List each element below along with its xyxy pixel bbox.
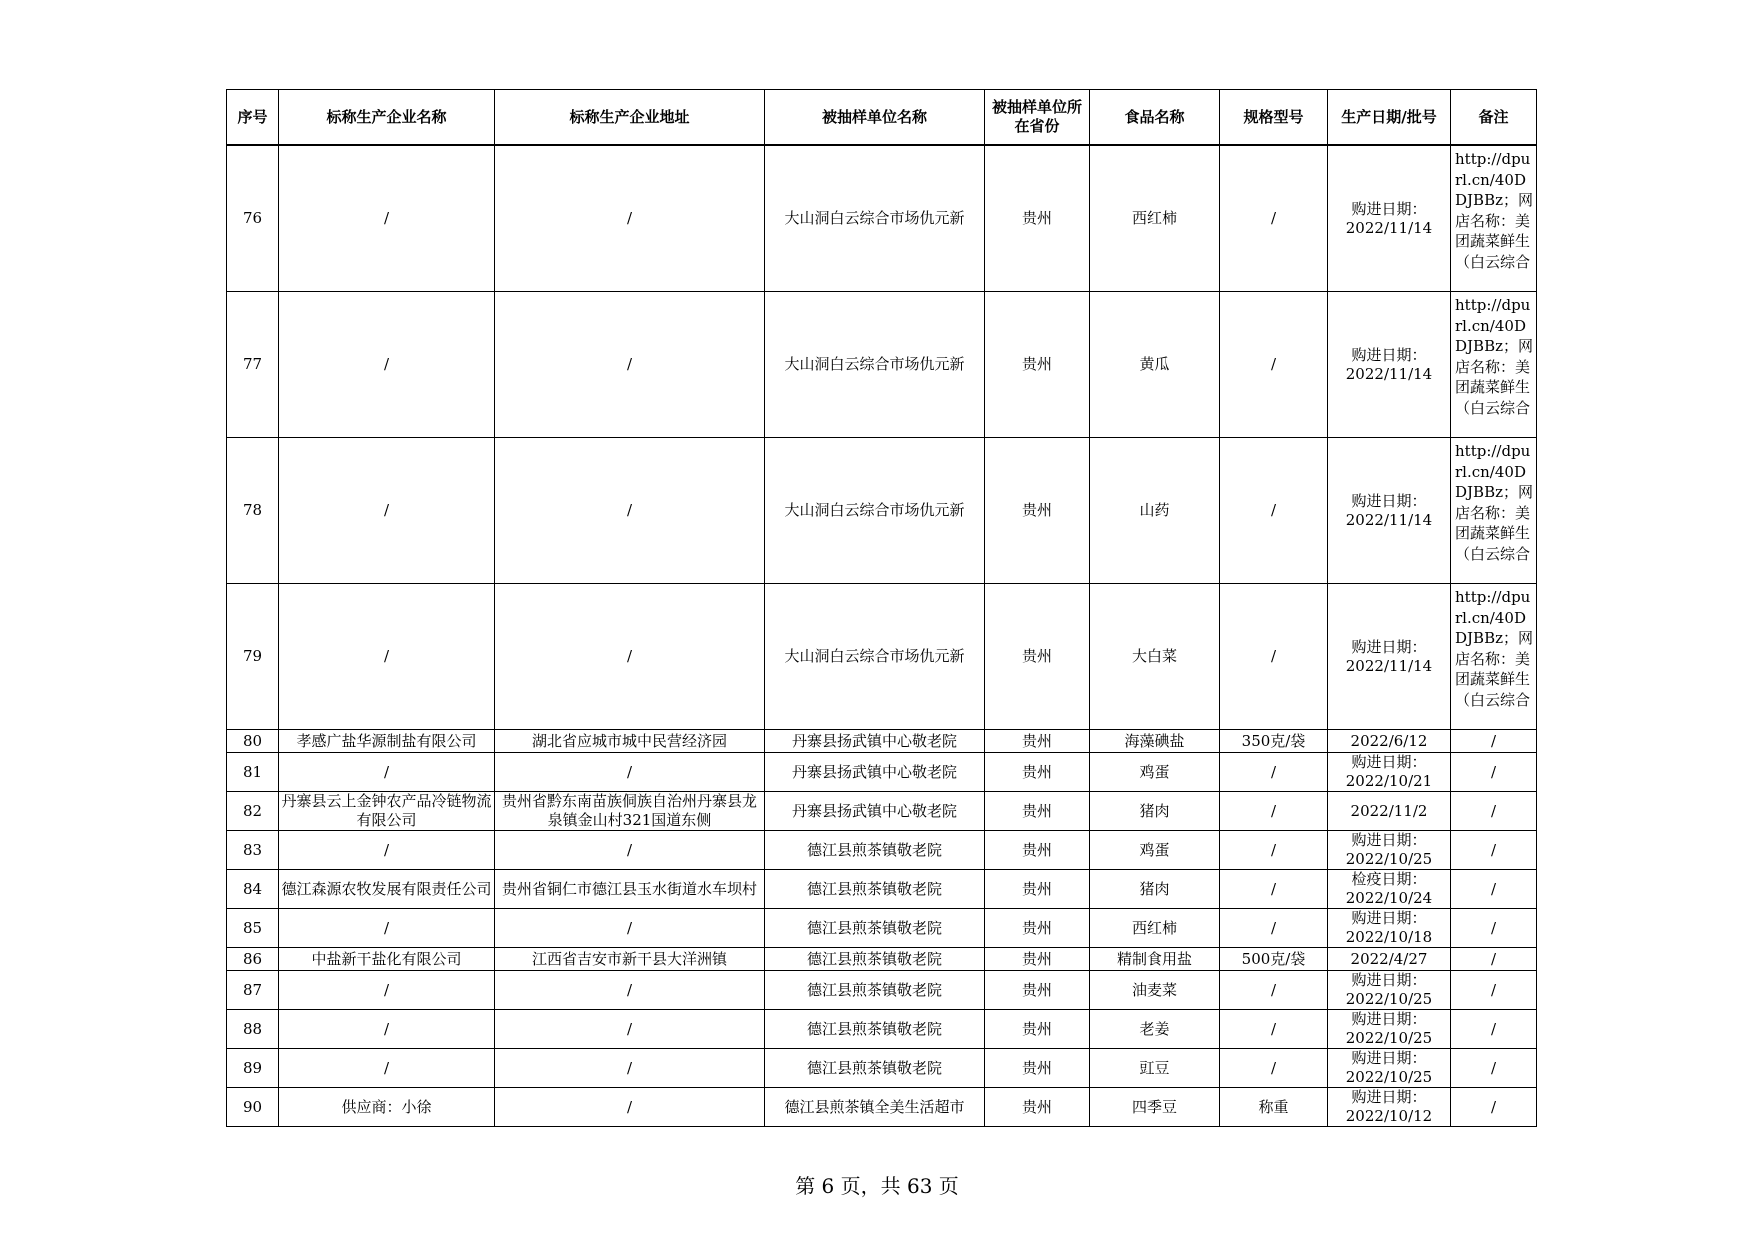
- row-address: [495, 909, 765, 948]
- row-food-text: 猪肉: [1139, 801, 1170, 820]
- row-company: [279, 730, 495, 753]
- row-food-text: 西红柿: [1131, 918, 1177, 937]
- row-province-text: 贵州: [1021, 840, 1052, 859]
- row-date-text: 购进日期：2022/10/25: [1345, 831, 1433, 868]
- row-spec: [1220, 1049, 1328, 1088]
- table-row: [227, 971, 1537, 1010]
- row-sampled-unit: [765, 438, 985, 584]
- row-date: [1328, 971, 1451, 1010]
- row-note: [1451, 1049, 1537, 1088]
- row-food: [1090, 870, 1220, 909]
- header-spec: 规格型号: [1220, 90, 1328, 146]
- row-sampled-unit-text: 德江县煎茶镇敬老院: [806, 980, 942, 999]
- table-row: [227, 1088, 1537, 1127]
- row-date: [1328, 292, 1451, 438]
- row-sampled-unit-text: 德江县煎茶镇敬老院: [806, 1019, 942, 1038]
- row-company-text: /: [383, 209, 390, 227]
- row-company: [279, 584, 495, 730]
- row-note: [1451, 971, 1537, 1010]
- row-serial-text: 83: [242, 840, 263, 859]
- row-note: [1451, 1088, 1537, 1127]
- row-date: [1328, 948, 1451, 971]
- row-spec: [1220, 792, 1328, 831]
- row-spec-text: 称重: [1258, 1097, 1289, 1116]
- row-province: [985, 438, 1090, 584]
- header-address: 标称生产企业地址: [495, 90, 765, 146]
- row-spec-text: /: [1270, 1058, 1277, 1077]
- row-address-text: 江西省吉安市新干县大洋洲镇: [531, 949, 727, 968]
- row-spec-text: /: [1270, 501, 1277, 519]
- row-province-text: 贵州: [1021, 501, 1052, 519]
- row-spec-text: /: [1270, 801, 1277, 820]
- row-sampled-unit: [765, 971, 985, 1010]
- row-date-text: 2022/6/12: [1350, 731, 1428, 750]
- row-date-text: 购进日期：2022/11/14: [1345, 637, 1433, 675]
- row-note: [1451, 584, 1537, 730]
- row-food-text: 精制食用盐: [1116, 949, 1192, 968]
- row-spec: [1220, 831, 1328, 870]
- row-note-text: http://dpurl.cn/40DDJBBz；网店名称：美团蔬菜鲜生（白云综合: [1455, 150, 1533, 271]
- row-note-text: http://dpurl.cn/40DDJBBz；网店名称：美团蔬菜鲜生（白云综合: [1455, 296, 1533, 417]
- row-note: [1451, 870, 1537, 909]
- row-address: [495, 831, 765, 870]
- row-date-text: 检疫日期：2022/10/24: [1345, 870, 1433, 907]
- row-sampled-unit-text: 德江县煎茶镇敬老院: [806, 1058, 942, 1077]
- row-serial: [227, 831, 279, 870]
- row-note-text: /: [1490, 980, 1497, 999]
- row-date: [1328, 1010, 1451, 1049]
- row-note-text: /: [1490, 840, 1497, 859]
- row-note-text: /: [1490, 762, 1497, 781]
- row-company: [279, 792, 495, 831]
- table-row: [227, 870, 1537, 909]
- row-sampled-unit: [765, 1010, 985, 1049]
- row-address-text: /: [626, 501, 633, 519]
- row-sampled-unit-text: 大山洞白云综合市场仇元新: [784, 501, 965, 519]
- row-province: [985, 730, 1090, 753]
- row-company: [279, 1049, 495, 1088]
- row-company: [279, 831, 495, 870]
- row-food: [1090, 730, 1220, 753]
- row-address: [495, 971, 765, 1010]
- row-date: [1328, 730, 1451, 753]
- row-company-text: 丹寨县云上金钟农产品冷链物流有限公司: [281, 792, 492, 829]
- row-date-text: 2022/11/2: [1350, 801, 1428, 820]
- row-spec: [1220, 870, 1328, 909]
- row-address-text: /: [626, 918, 633, 937]
- row-food: [1090, 145, 1220, 292]
- row-food-text: 豇豆: [1139, 1058, 1170, 1077]
- row-province: [985, 1010, 1090, 1049]
- table-row: [227, 909, 1537, 948]
- row-note-text: /: [1490, 731, 1497, 750]
- row-address: [495, 730, 765, 753]
- row-note-text: /: [1490, 1019, 1497, 1038]
- row-address-text: /: [626, 840, 633, 859]
- table-row: [227, 1010, 1537, 1049]
- row-province: [985, 831, 1090, 870]
- row-address: [495, 948, 765, 971]
- row-spec-text: /: [1270, 980, 1277, 999]
- row-company: [279, 870, 495, 909]
- table-row: [227, 1049, 1537, 1088]
- row-company: [279, 438, 495, 584]
- row-company-text: 孝感广盐华源制盐有限公司: [296, 731, 477, 750]
- row-date: [1328, 1088, 1451, 1127]
- row-spec-text: 350克/袋: [1241, 731, 1306, 750]
- row-address-text: /: [626, 1097, 633, 1116]
- row-serial-text: 80: [242, 731, 263, 750]
- table-row: [227, 584, 1537, 730]
- row-company: [279, 1010, 495, 1049]
- row-food-text: 老姜: [1139, 1019, 1170, 1038]
- row-serial-text: 78: [242, 501, 263, 519]
- row-serial: [227, 1010, 279, 1049]
- row-food-text: 海藻碘盐: [1124, 731, 1185, 750]
- row-food-text: 黄瓜: [1139, 355, 1170, 373]
- row-company-text: /: [383, 1019, 390, 1038]
- row-province-text: 贵州: [1021, 980, 1052, 999]
- row-company-text: /: [383, 980, 390, 999]
- table-row: [227, 292, 1537, 438]
- row-sampled-unit: [765, 584, 985, 730]
- row-date: [1328, 909, 1451, 948]
- table-row: [227, 948, 1537, 971]
- row-spec: [1220, 145, 1328, 292]
- row-sampled-unit-text: 德江县煎茶镇敬老院: [806, 879, 942, 898]
- row-province: [985, 1049, 1090, 1088]
- row-serial: [227, 584, 279, 730]
- row-serial: [227, 948, 279, 971]
- row-date-text: 购进日期：2022/11/14: [1345, 345, 1433, 383]
- row-province-text: 贵州: [1021, 879, 1052, 898]
- row-date: [1328, 145, 1451, 292]
- row-note: [1451, 730, 1537, 753]
- row-food: [1090, 292, 1220, 438]
- row-address: [495, 792, 765, 831]
- row-province: [985, 870, 1090, 909]
- row-food-text: 鸡蛋: [1139, 840, 1170, 859]
- row-address-text: /: [626, 762, 633, 781]
- row-address: [495, 292, 765, 438]
- row-spec: [1220, 909, 1328, 948]
- row-address-text: 贵州省黔东南苗族侗族自治州丹寨县龙泉镇金山村321国道东侧: [501, 792, 757, 829]
- row-spec: [1220, 948, 1328, 971]
- row-note: [1451, 292, 1537, 438]
- row-serial: [227, 971, 279, 1010]
- row-serial: [227, 730, 279, 753]
- row-sampled-unit: [765, 145, 985, 292]
- table-row: [227, 145, 1537, 292]
- row-province: [985, 792, 1090, 831]
- header-sampled-unit: 被抽样单位名称: [765, 90, 985, 146]
- row-note: [1451, 909, 1537, 948]
- row-date-text: 购进日期：2022/10/18: [1345, 909, 1433, 946]
- row-spec-text: 500克/袋: [1241, 949, 1306, 968]
- row-serial: [227, 145, 279, 292]
- row-food: [1090, 948, 1220, 971]
- row-company-text: 中盐新干盐化有限公司: [311, 949, 462, 968]
- table-row: [227, 753, 1537, 792]
- header-note: 备注: [1451, 90, 1537, 146]
- row-note-text: http://dpurl.cn/40DDJBBz；网店名称：美团蔬菜鲜生（白云综合: [1455, 588, 1533, 709]
- row-company-text: /: [383, 918, 390, 937]
- row-sampled-unit: [765, 1088, 985, 1127]
- row-address-text: /: [626, 355, 633, 373]
- header-food: 食品名称: [1090, 90, 1220, 146]
- row-company: [279, 292, 495, 438]
- row-serial: [227, 792, 279, 831]
- row-note: [1451, 753, 1537, 792]
- row-company-text: /: [383, 355, 390, 373]
- row-sampled-unit-text: 大山洞白云综合市场仇元新: [784, 209, 965, 227]
- row-food-text: 鸡蛋: [1139, 762, 1170, 781]
- row-food: [1090, 909, 1220, 948]
- row-address: [495, 1010, 765, 1049]
- row-province: [985, 1088, 1090, 1127]
- row-serial-text: 84: [242, 879, 263, 898]
- row-sampled-unit-text: 丹寨县扬武镇中心敬老院: [791, 731, 957, 750]
- page-footer: 第 6 页，共 63 页: [795, 1174, 959, 1198]
- header-company: 标称生产企业名称: [279, 90, 495, 146]
- row-serial-text: 79: [242, 647, 263, 665]
- row-address-text: /: [626, 1019, 633, 1038]
- row-sampled-unit: [765, 730, 985, 753]
- row-spec-text: /: [1270, 840, 1277, 859]
- row-address: [495, 145, 765, 292]
- row-date: [1328, 831, 1451, 870]
- row-note-text: /: [1490, 1097, 1497, 1116]
- row-date: [1328, 792, 1451, 831]
- row-note: [1451, 1010, 1537, 1049]
- row-serial: [227, 870, 279, 909]
- header-row: [227, 90, 1537, 146]
- row-spec-text: /: [1270, 762, 1277, 781]
- row-spec: [1220, 584, 1328, 730]
- row-serial-text: 86: [242, 949, 263, 968]
- row-company: [279, 909, 495, 948]
- row-serial: [227, 1049, 279, 1088]
- table-row: [227, 792, 1537, 831]
- row-food: [1090, 1088, 1220, 1127]
- row-food: [1090, 584, 1220, 730]
- row-spec: [1220, 1088, 1328, 1127]
- row-sampled-unit-text: 大山洞白云综合市场仇元新: [784, 647, 965, 665]
- row-spec: [1220, 730, 1328, 753]
- row-spec: [1220, 753, 1328, 792]
- row-address: [495, 1088, 765, 1127]
- row-serial-text: 90: [242, 1097, 263, 1116]
- row-spec-text: /: [1270, 209, 1277, 227]
- table-row: [227, 730, 1537, 753]
- row-province-text: 贵州: [1021, 647, 1052, 665]
- row-company-text: /: [383, 501, 390, 519]
- row-food-text: 油麦菜: [1131, 980, 1177, 999]
- row-note-text: /: [1490, 879, 1497, 898]
- row-food-text: 大白菜: [1131, 647, 1177, 665]
- row-date: [1328, 753, 1451, 792]
- row-date-text: 购进日期：2022/11/14: [1345, 199, 1433, 237]
- row-food: [1090, 831, 1220, 870]
- row-food: [1090, 438, 1220, 584]
- row-province-text: 贵州: [1021, 1019, 1052, 1038]
- row-spec-text: /: [1270, 879, 1277, 898]
- row-province-text: 贵州: [1021, 918, 1052, 937]
- row-serial-text: 82: [242, 801, 263, 820]
- row-food: [1090, 753, 1220, 792]
- row-sampled-unit-text: 德江县煎茶镇全美生活超市: [784, 1097, 965, 1116]
- row-province-text: 贵州: [1021, 209, 1052, 227]
- row-sampled-unit-text: 德江县煎茶镇敬老院: [806, 949, 942, 968]
- row-note-text: /: [1490, 1058, 1497, 1077]
- row-serial-text: 89: [242, 1058, 263, 1077]
- row-serial: [227, 438, 279, 584]
- row-note: [1451, 792, 1537, 831]
- row-sampled-unit: [765, 753, 985, 792]
- row-company-text: 德江森源农牧发展有限责任公司: [281, 879, 492, 898]
- row-serial: [227, 753, 279, 792]
- row-company-text: /: [383, 1058, 390, 1077]
- row-food: [1090, 1010, 1220, 1049]
- row-food: [1090, 971, 1220, 1010]
- row-date: [1328, 584, 1451, 730]
- row-spec: [1220, 971, 1328, 1010]
- row-province-text: 贵州: [1021, 801, 1052, 820]
- row-note-text: http://dpurl.cn/40DDJBBz；网店名称：美团蔬菜鲜生（白云综合: [1455, 442, 1533, 563]
- row-spec: [1220, 292, 1328, 438]
- row-address-text: /: [626, 647, 633, 665]
- row-province-text: 贵州: [1021, 355, 1052, 373]
- row-company-text: /: [383, 647, 390, 665]
- row-address-text: 湖北省应城市城中民营经济园: [531, 731, 727, 750]
- row-note: [1451, 948, 1537, 971]
- row-serial-text: 87: [242, 980, 263, 999]
- row-company-text: /: [383, 840, 390, 859]
- row-company: [279, 1088, 495, 1127]
- row-food-text: 猪肉: [1139, 879, 1170, 898]
- row-note: [1451, 145, 1537, 292]
- row-address-text: /: [626, 209, 633, 227]
- row-sampled-unit-text: 德江县煎茶镇敬老院: [806, 840, 942, 859]
- row-spec-text: /: [1270, 918, 1277, 937]
- row-sampled-unit-text: 德江县煎茶镇敬老院: [806, 918, 942, 937]
- row-sampled-unit: [765, 948, 985, 971]
- row-food-text: 四季豆: [1131, 1097, 1177, 1116]
- row-company: [279, 971, 495, 1010]
- row-date: [1328, 438, 1451, 584]
- row-date: [1328, 1049, 1451, 1088]
- row-spec: [1220, 1010, 1328, 1049]
- row-address: [495, 584, 765, 730]
- row-note: [1451, 831, 1537, 870]
- row-sampled-unit: [765, 870, 985, 909]
- row-province: [985, 971, 1090, 1010]
- row-date-text: 购进日期：2022/11/14: [1345, 491, 1433, 529]
- row-date-text: 购进日期：2022/10/25: [1345, 1010, 1433, 1047]
- row-address-text: 贵州省铜仁市德江县玉水街道水车坝村: [501, 879, 757, 898]
- row-note-text: /: [1490, 918, 1497, 937]
- row-spec-text: /: [1270, 355, 1277, 373]
- row-company: [279, 753, 495, 792]
- row-serial-text: 77: [242, 355, 263, 373]
- row-note-text: /: [1490, 949, 1497, 968]
- row-company-text: 供应商：小徐: [341, 1097, 432, 1116]
- row-province: [985, 948, 1090, 971]
- row-food: [1090, 1049, 1220, 1088]
- row-date: [1328, 870, 1451, 909]
- table-row: [227, 831, 1537, 870]
- row-date-text: 购进日期：2022/10/12: [1345, 1088, 1433, 1125]
- row-province-text: 贵州: [1021, 762, 1052, 781]
- row-province-text: 贵州: [1021, 1058, 1052, 1077]
- row-province-text: 贵州: [1021, 949, 1052, 968]
- row-province-text: 贵州: [1021, 1097, 1052, 1116]
- row-sampled-unit: [765, 792, 985, 831]
- row-province: [985, 909, 1090, 948]
- row-sampled-unit: [765, 909, 985, 948]
- row-serial-text: 88: [242, 1019, 263, 1038]
- row-serial: [227, 909, 279, 948]
- row-address: [495, 870, 765, 909]
- row-serial: [227, 1088, 279, 1127]
- row-spec: [1220, 438, 1328, 584]
- row-company-text: /: [383, 762, 390, 781]
- row-province: [985, 292, 1090, 438]
- row-serial-text: 85: [242, 918, 263, 937]
- row-province: [985, 584, 1090, 730]
- row-food: [1090, 792, 1220, 831]
- row-spec-text: /: [1270, 1019, 1277, 1038]
- row-note: [1451, 438, 1537, 584]
- row-sampled-unit: [765, 831, 985, 870]
- row-province-text: 贵州: [1021, 731, 1052, 750]
- table-row: [227, 438, 1537, 584]
- header-date: 生产日期/批号: [1328, 90, 1451, 146]
- row-food-text: 西红柿: [1131, 209, 1177, 227]
- row-address: [495, 1049, 765, 1088]
- row-sampled-unit-text: 丹寨县扬武镇中心敬老院: [791, 762, 957, 781]
- row-date-text: 2022/4/27: [1350, 949, 1428, 968]
- row-company: [279, 145, 495, 292]
- row-date-text: 购进日期：2022/10/25: [1345, 971, 1433, 1008]
- row-province: [985, 753, 1090, 792]
- row-address-text: /: [626, 980, 633, 999]
- row-note-text: /: [1490, 801, 1497, 820]
- row-food-text: 山药: [1139, 501, 1170, 519]
- row-sampled-unit: [765, 292, 985, 438]
- row-serial-text: 81: [242, 762, 263, 781]
- row-company: [279, 948, 495, 971]
- header-serial: 序号: [227, 90, 279, 146]
- row-sampled-unit-text: 大山洞白云综合市场仇元新: [784, 355, 965, 373]
- row-address-text: /: [626, 1058, 633, 1077]
- header-province: 被抽样单位所在省份: [985, 90, 1090, 146]
- inspection-table: [226, 89, 1537, 1127]
- row-serial-text: 76: [242, 209, 263, 227]
- row-serial: [227, 292, 279, 438]
- row-spec-text: /: [1270, 647, 1277, 665]
- row-address: [495, 753, 765, 792]
- row-sampled-unit: [765, 1049, 985, 1088]
- row-date-text: 购进日期：2022/10/25: [1345, 1049, 1433, 1086]
- row-address: [495, 438, 765, 584]
- row-date-text: 购进日期：2022/10/21: [1345, 753, 1433, 790]
- row-province: [985, 145, 1090, 292]
- row-sampled-unit-text: 丹寨县扬武镇中心敬老院: [791, 801, 957, 820]
